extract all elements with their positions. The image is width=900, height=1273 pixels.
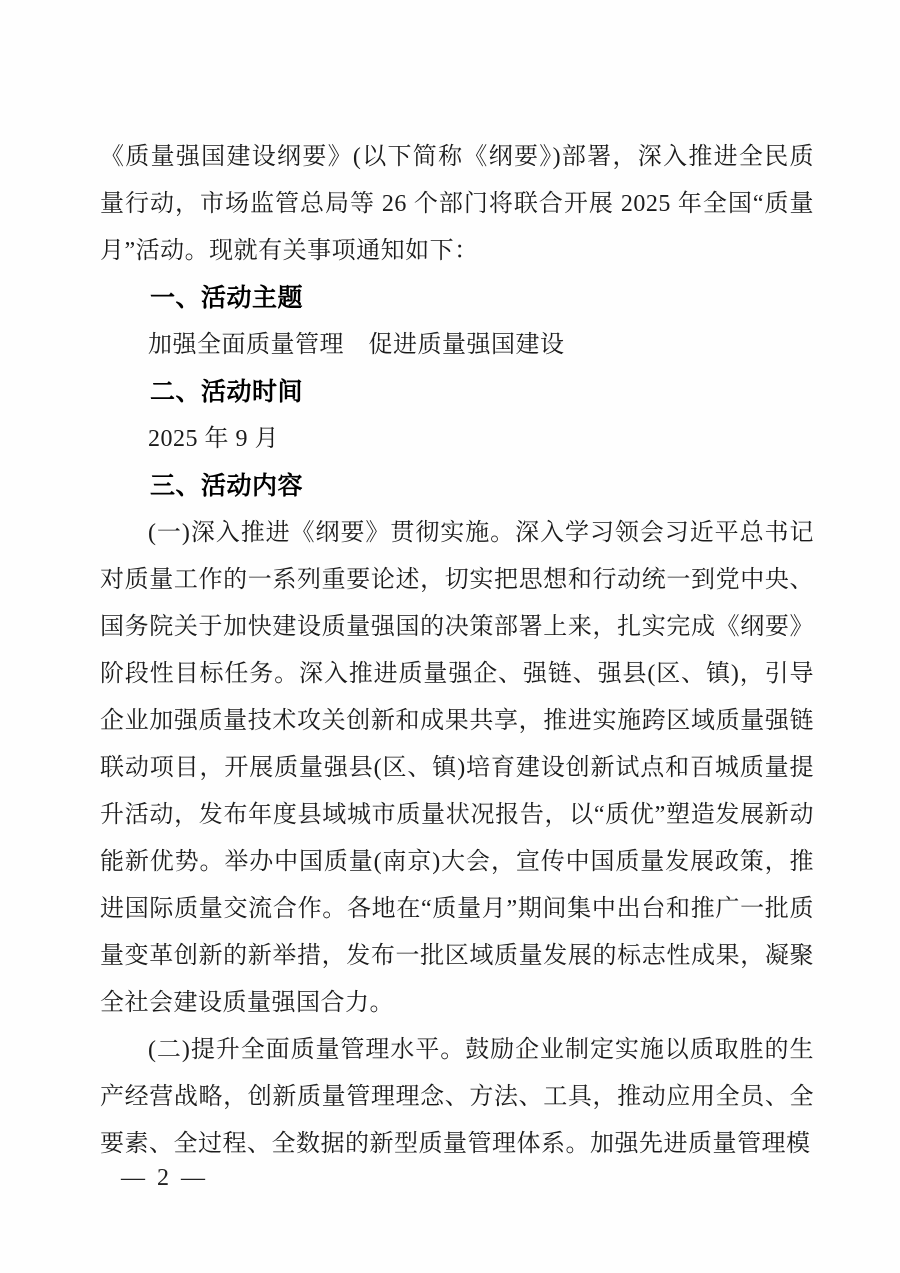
page-number: — 2 — xyxy=(121,1165,208,1191)
intro-paragraph: 《质量强国建设纲要》(以下简称《纲要》)部署，深入推进全民质量行动，市场监管总局等 26 个部门将联合开展 2025 年全国“质量月”活动。现就有关事项通知如下： xyxy=(100,144,814,264)
activity-theme-text: 加强全面质量管理 促进质量强国建设 xyxy=(148,332,565,358)
section-heading-activity-theme: 一、活动主题 xyxy=(150,284,304,312)
document-body xyxy=(100,134,814,1168)
activity-time-text: 2025 年 9 月 xyxy=(148,426,279,452)
content-item-1-paragraph: (一)深入推进《纲要》贯彻实施。深入学习领会习近平总书记对质量工作的一系列重要论述，切实把思想和行动统一到党中央、国务院关于加快建设质量强国的决策部署上来，扎实完成《纲要》阶段性目标任务。深入推进质量强企、强链、强县(区、镇)，引导企业加强质量技术攻关创新和成果共享，推进实施跨区域质量强链联动项目，开展质量强县(区、镇)培育建设创新试点和百城质量提升活动，发布年度县域城市质量状况报告，以“质优”塑造发展新动能新优势。举办中国质量(南京)大会，宣传中国质量发展政策，推进国际质量交流合作。各地在“质量月”期间集中出台和推广一批质量变革创新的新举措，发布一批区域质量发展的标志性成果，凝聚全社会建设质量强国合力。 xyxy=(100,520,814,1016)
content-item-2-paragraph: (二)提升全面质量管理水平。鼓励企业制定实施以质取胜的生产经营战略，创新质量管理理念、方法、工具，推动应用全员、全要素、全过程、全数据的新型质量管理体系。加强先进质量管理模 xyxy=(100,1037,814,1157)
section-heading-activity-time: 二、活动时间 xyxy=(150,378,304,406)
section-heading-activity-content: 三、活动内容 xyxy=(150,472,304,500)
